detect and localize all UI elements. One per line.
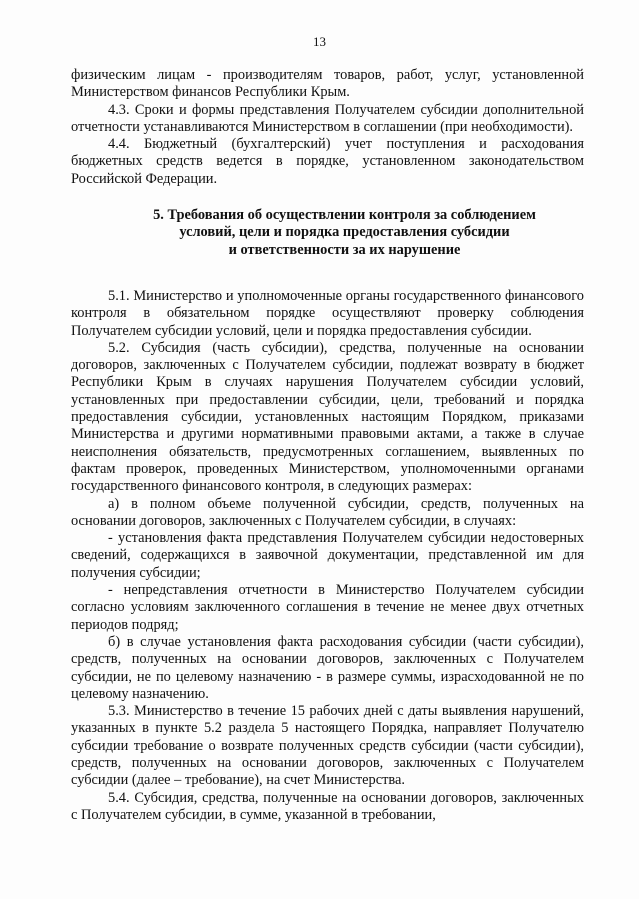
paragraph-bullet-2: - непредставления отчетности в Министерство Получателем субсидии согласно условиям заключенного соглашения в течение не менее двух отчетных периодов подряд; bbox=[71, 582, 584, 633]
paragraph-5-2: 5.2. Субсидия (часть субсидии), средства, полученные на основании договоров, заключенных с Получателем субсидии, подлежат возврату в бюджет Республики Крым в случаях нарушения Получателем субсидии условий, установленных при предоставлении субсидии, цели, требований и порядка предоставления субсидии, установленных настоящим Порядком, приказами Министерства и другими нормативными правовыми актами, а также в случае неисполнения обязательств, предусмотренных соглашением, выявленных по фактам проверок, проведенных Министерством, уполномоченными органами государственного финансового контроля, в следующих размерах: bbox=[71, 339, 584, 495]
paragraph-4-4: 4.4. Бюджетный (бухгалтерский) учет поступления и расходования бюджетных средств ведется в порядке, установленном законодательством Российской Федерации. bbox=[71, 136, 584, 187]
paragraph-5-2-b: б) в случае установления факта расходования субсидии (части субсидии), средств, полученных на основании договоров, заключенных с Получателем субсидии, не по целевому назначению - в размере суммы, израсходованной не по целевому назначению. bbox=[71, 633, 584, 702]
document-body bbox=[71, 67, 584, 824]
section-heading-line-2: условий, цели и порядка предоставления субсидии bbox=[179, 224, 510, 241]
section-5-heading bbox=[71, 207, 584, 259]
paragraph-4-3: 4.3. Сроки и формы представления Получателем субсидии дополнительной отчетности устанавливаются Министерством в соглашении (при необходимости). bbox=[71, 101, 584, 135]
section-heading-line-3: и ответственности за их нарушение bbox=[228, 241, 461, 258]
paragraph-5-4: 5.4. Субсидия, средства, полученные на основании договоров, заключенных с Получателем субсидии, в сумме, указанной в требовании, bbox=[71, 789, 584, 823]
page-number: 13 bbox=[313, 34, 326, 49]
paragraph-5-1: 5.1. Министерство и уполномоченные органы государственного финансового контроля в обязательном порядке осуществляют проверку соблюдения Получателем субсидии условий, цели и порядка предоставления субсидии. bbox=[71, 287, 584, 339]
paragraph-5-2-a: а) в полном объеме полученной субсидии, средств, полученных на основании договоров, заключенных с Получателем субсидии, в случаях: bbox=[71, 495, 584, 529]
section-heading-line-1: 5. Требования об осуществлении контроля за соблюдением bbox=[153, 207, 536, 224]
paragraph-5-3: 5.3. Министерство в течение 15 рабочих дней с даты выявления нарушений, указанных в пункте 5.2 раздела 5 настоящего Порядка, направляет Получателю субсидии требование о возврате полученных средств субсидии (части субсидии), средств, полученных на основании договоров, заключенных с Получателем субсидии (далее – требование), на счет Министерства. bbox=[71, 703, 584, 789]
paragraph-bullet-1: - установления факта представления Получателем субсидии недостоверных сведений, содержащихся в заявочной документации, представленной им для получения субсидии; bbox=[71, 530, 584, 581]
paragraph-continuation: физическим лицам - производителям товаров, работ, услуг, установленной Министерством финансов Республики Крым. bbox=[71, 67, 584, 101]
